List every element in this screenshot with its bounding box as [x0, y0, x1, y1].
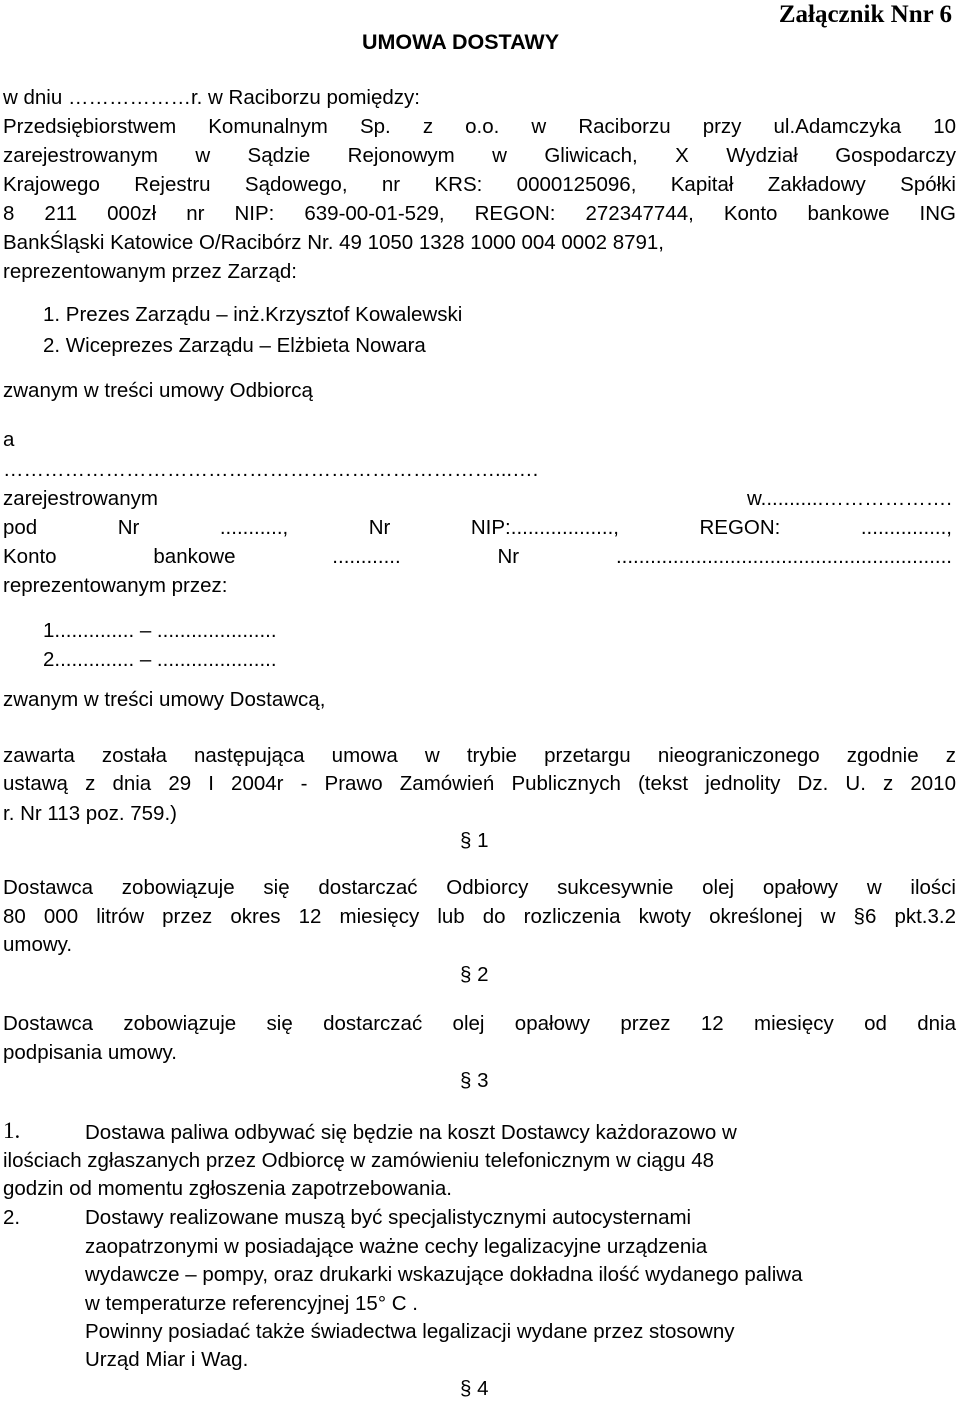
intro-line: BankŚląski Katowice O/Racibórz Nr. 49 1050 1328 1000 004 0002 8791, — [3, 231, 664, 254]
section-heading: § 3 — [460, 1069, 489, 1092]
intro-line: reprezentowanym przez Zarząd: — [3, 260, 297, 283]
annex-label: Załącznik Nnr 6 — [778, 1, 952, 28]
preamble-line: zawarta została następująca umowa w trybie przetargu nieograniczonego zgodnie z — [3, 744, 956, 767]
intro-line: w dniu ………………r. w Raciborzu pomiędzy: — [3, 86, 420, 109]
intro-line: zarejestrowanym w Sądzie Rejonowym w Gliwicach, X Wydział Gospodarczy — [3, 144, 956, 167]
item-line: wydawcze – pompy, oraz drukarki wskazujące dokładna ilość wydanego paliwa — [85, 1263, 803, 1286]
section-heading: § 1 — [460, 829, 489, 852]
supplier-rep: 2.............. – ..................... — [43, 648, 277, 671]
section-line: Dostawca zobowiązuje się dostarczać olej opałowy przez 12 miesięcy od dnia — [3, 1012, 956, 1035]
intro-line: Przedsiębiorstwem Komunalnym Sp. z o.o. w Raciborzu przy ul.Adamczyka 10 — [3, 115, 956, 138]
board-member: 2. Wiceprezes Zarządu – Elżbieta Nowara — [43, 334, 426, 357]
document-title: UMOWA DOSTAWY — [362, 30, 560, 54]
item-line: zaopatrzonymi w posiadające ważne cechy legalizacyjne urządzenia — [85, 1235, 708, 1258]
intro-line: Krajowego Rejestru Sądowego, nr KRS: 0000125096, Kapitał Zakładowy Spółki — [3, 173, 956, 196]
preamble-line: r. Nr 113 poz. 759.) — [3, 802, 177, 825]
preamble-line: ustawą z dnia 29 I 2004r - Prawo Zamówień Publicznych (tekst jednolity Dz. U. z 2010 — [3, 772, 956, 795]
item-line: Dostawa paliwa odbywać się będzie na koszt Dostawcy każdorazowo w — [85, 1121, 737, 1144]
section-line: 80 000 litrów przez okres 12 miesięcy lub do rozliczenia kwoty określonej w §6 pkt.3.2 — [3, 905, 956, 928]
supplier-clause: zwanym w treści umowy Dostawcą, — [3, 688, 326, 711]
item-line: ilościach zgłaszanych przez Odbiorcę w zamówieniu telefonicznym w ciągu 48 — [3, 1149, 714, 1172]
section-line: podpisania umowy. — [3, 1041, 177, 1064]
item-line: Urząd Miar i Wag. — [85, 1348, 249, 1371]
item-line: w temperaturze referencyjnej 15° C . — [85, 1292, 418, 1315]
supplier-rep: 1.............. – ..................... — [43, 619, 277, 642]
item-number: 1. — [3, 1118, 21, 1143]
supplier-blank-line: ………………………………………………………………...…. — [3, 458, 539, 481]
item-line: Dostawy realizowane muszą być specjalistycznymi autocysternami — [85, 1206, 692, 1229]
board-member: 1. Prezes Zarządu – inż.Krzysztof Kowalewski — [43, 303, 463, 326]
section-line: Dostawca zobowiązuje się dostarczać Odbiorcy sukcesywnie olej opałowy w ilości — [3, 876, 956, 899]
intro-line: 8 211 000zł nr NIP: 639-00-01-529, REGON: 272347744, Konto bankowe ING — [3, 202, 956, 225]
item-line: Powinny posiadać także świadectwa legalizacji wydane przez stosowny — [85, 1320, 735, 1343]
recipient-clause: zwanym w treści umowy Odbiorcą — [3, 379, 313, 402]
section-line: umowy. — [3, 933, 73, 956]
supplier-ids: pod Nr ..........., Nr NIP:.................., REGON: ..............., — [3, 516, 952, 539]
supplier-represented: reprezentowanym przez: — [3, 574, 228, 597]
section-heading: § 2 — [460, 963, 489, 986]
item-number: 2. — [3, 1206, 21, 1229]
item-line: godzin od momentu zgłoszenia zapotrzebowania. — [3, 1177, 452, 1200]
supplier-registered: zarejestrowanym w...........………………. — [3, 487, 952, 510]
and-word: a — [3, 428, 15, 451]
section-heading: § 4 — [460, 1377, 489, 1400]
supplier-bank: Konto bankowe ............ Nr ........................................................... — [3, 545, 952, 568]
